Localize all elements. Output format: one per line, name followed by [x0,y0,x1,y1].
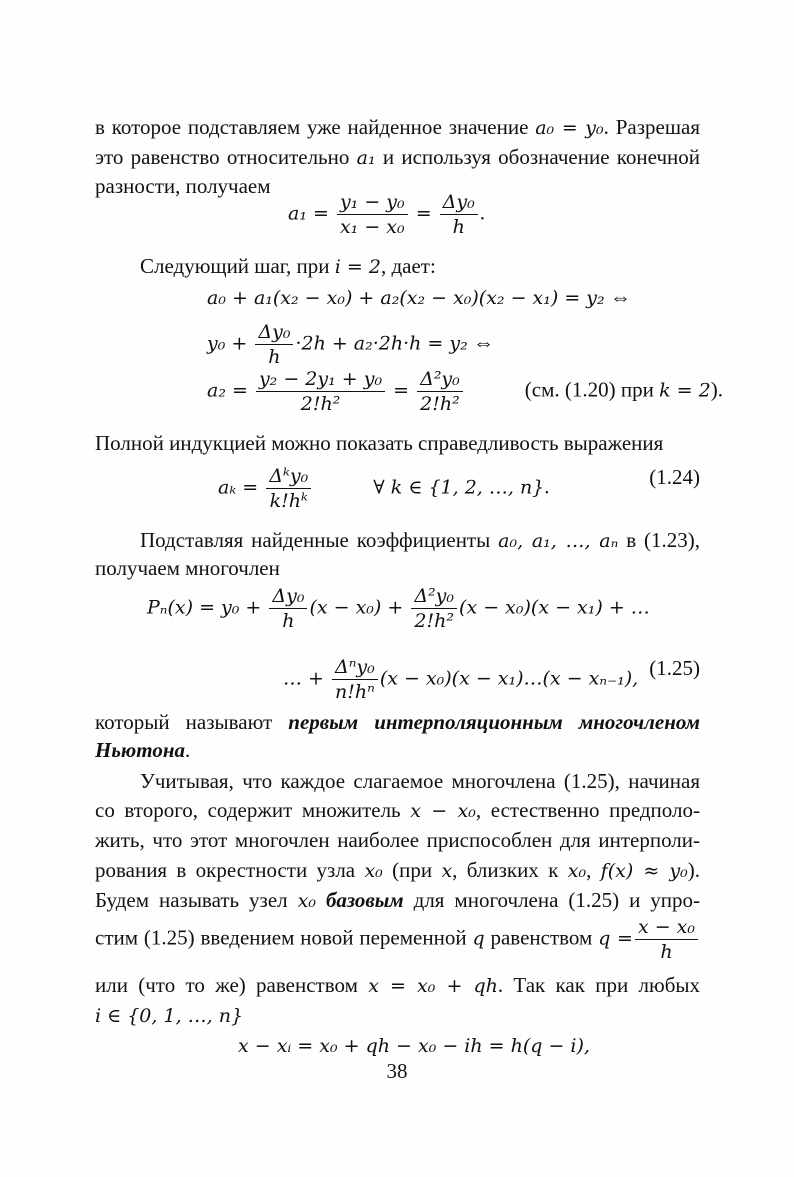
fraction [337,190,408,239]
text-line [140,253,700,280]
text-line [95,972,700,999]
formula [207,367,723,416]
formula [207,320,700,369]
math-expression: a₀ + a₁(x₂ − x₀) + a₂(x₂ − x₀)(x₂ − x₁) = y₂ [207,287,605,309]
math-expression: f(x) ≈ y₀ [600,860,688,882]
emphasis-term: базовым [325,888,404,912]
text-line [95,430,700,456]
text: . Разрешая [603,115,700,139]
math-expression: Pₙ(x) = y₀ + [147,596,268,619]
equation-number: (1.25) [649,656,700,680]
numerator: y₂ − 2y₁ + y₀ [256,367,385,392]
text-line [95,555,700,581]
text-line [95,797,700,824]
numerator: Δ²y₀ [417,367,463,392]
text-line [95,737,700,763]
math-expression: a₁ = [288,202,335,225]
math-expression: i = 2 [334,256,381,278]
text: . Так как при любых [497,973,700,997]
numerator: Δy₀ [269,584,307,609]
fraction [256,367,385,416]
denominator: h [660,941,673,963]
fraction [417,367,463,416]
text: в (1.23), [618,528,701,552]
math-expression: a₀ = y₀ [535,117,604,139]
text [316,888,326,912]
text: со второго, содержит множитель [95,798,411,822]
denominator: 2!h² [414,610,454,632]
text: который называют [95,710,289,734]
text: Подставляя найденные коэффициенты [140,528,499,552]
text-line [95,887,700,914]
formula [238,1032,700,1059]
math-expression: i ∈ {0, 1, …, n} [95,1005,244,1027]
emphasis-term: Ньютона [95,738,185,762]
math-expression: (x − x₀)(x − x₁) + … [459,596,650,619]
text: . [544,474,550,499]
text: . [184,738,191,762]
math-expression: x₀ [297,890,316,912]
text-line [95,114,700,141]
formula [207,284,700,311]
math-expression: k = 2 [659,379,711,402]
text: получаем многочлен [95,556,280,580]
math-expression: q [472,927,485,950]
math-expression: (x − x₀) + [309,596,410,619]
math-expression: … + [283,667,330,690]
emphasis-term: первым интерполяционным многочленом [288,710,700,734]
math-expression: a₁ [356,147,376,169]
math-expression: a₂ = [207,379,254,402]
numerator: x − x₀ [635,915,698,940]
numerator: Δᵏy₀ [266,464,311,489]
text: Полной индукцией можно показать справедливость выражения [95,431,664,455]
text: ⇔ [604,285,631,309]
text: ). [687,858,700,882]
fraction [266,464,311,513]
denominator: h [452,216,465,238]
math-expression: x − x₀ [410,800,476,822]
math-expression: x − xᵢ = x₀ + qh − x₀ − ih = h(q − i), [238,1035,590,1057]
text: жить, что этот многочлен наиболее приспособлен для интерполи- [95,828,700,852]
math-expression: ·2h + a₂·2h·h = y₂ [295,332,468,355]
text: . [479,200,485,225]
text: Учитывая, что каждое слагаемое многочлена (1.25), начиная [140,769,700,793]
math-expression: = [409,202,438,225]
formula [218,464,700,513]
text: равенством [484,925,599,950]
denominator: k!hᵏ [269,490,308,512]
denominator: 2!h² [420,393,460,415]
math-expression: x₀ [567,860,587,882]
text: это равенство относительно [95,145,357,169]
math-expression: x₀ [364,860,383,882]
math-expression: a [218,476,230,499]
fraction [255,320,293,369]
text: стим (1.25) введением новой переменной [95,925,473,950]
fraction [635,915,698,964]
math-expression: (x − x₀)(x − x₁)…(x − xₙ₋₁), [379,667,639,690]
text: (см. (1.20) при [524,377,660,402]
text: рования в окрестности узла [95,858,365,882]
text-line [140,527,700,554]
math-expression: x [441,860,453,882]
fraction [269,584,307,633]
math-expression: = [387,379,416,402]
math-expression: ∀ k ∈ {1, 2, …, n} [373,476,545,499]
math-expression: a₀, a₁, …, aₙ [498,530,619,552]
text-line [95,827,700,853]
text: Будем называть узел [95,888,298,912]
text: или (что то же) равенством [95,973,369,997]
equation-number: (1.24) [649,465,700,489]
text: , дает: [380,254,436,278]
denominator: x₁ − x₀ [339,216,405,238]
text-line [95,915,700,964]
text: разности, получаем [95,174,271,198]
denominator: h [268,346,281,368]
text: (при [382,858,442,882]
formula [147,584,700,633]
math-expression: q = [598,927,633,950]
text: ⇔ [467,330,494,355]
text: и используя обозначение конечной [375,145,700,169]
numerator: Δy₀ [440,190,478,215]
text-line [95,144,700,171]
text-line [95,709,700,735]
fraction [332,655,378,704]
text: в которое подставляем уже найденное значение [95,115,536,139]
formula [283,655,700,704]
math-expression: ₖ = [229,476,265,499]
math-expression: y₀ + [207,332,254,355]
text-line [95,857,700,884]
denominator: n!hⁿ [335,681,375,703]
text: , естественно предполо- [475,798,700,822]
numerator: Δ²y₀ [411,584,457,609]
text: Следующий шаг, при [140,254,335,278]
text: для многочлена (1.25) и упро- [403,888,701,912]
text: ). [710,377,723,402]
text: , [586,858,601,882]
text-line [140,768,700,794]
denominator: 2!h² [300,393,341,415]
page-number: 38 [386,1059,408,1083]
formula [288,190,700,239]
numerator: Δⁿy₀ [332,655,378,680]
denominator: h [282,610,295,632]
numerator: y₁ − y₀ [337,190,408,215]
numerator: Δy₀ [255,320,293,345]
text: , близких к [452,858,568,882]
text-line [95,1002,700,1029]
math-expression: x = x₀ + qh [368,975,498,997]
fraction [440,190,478,239]
fraction [411,584,457,633]
